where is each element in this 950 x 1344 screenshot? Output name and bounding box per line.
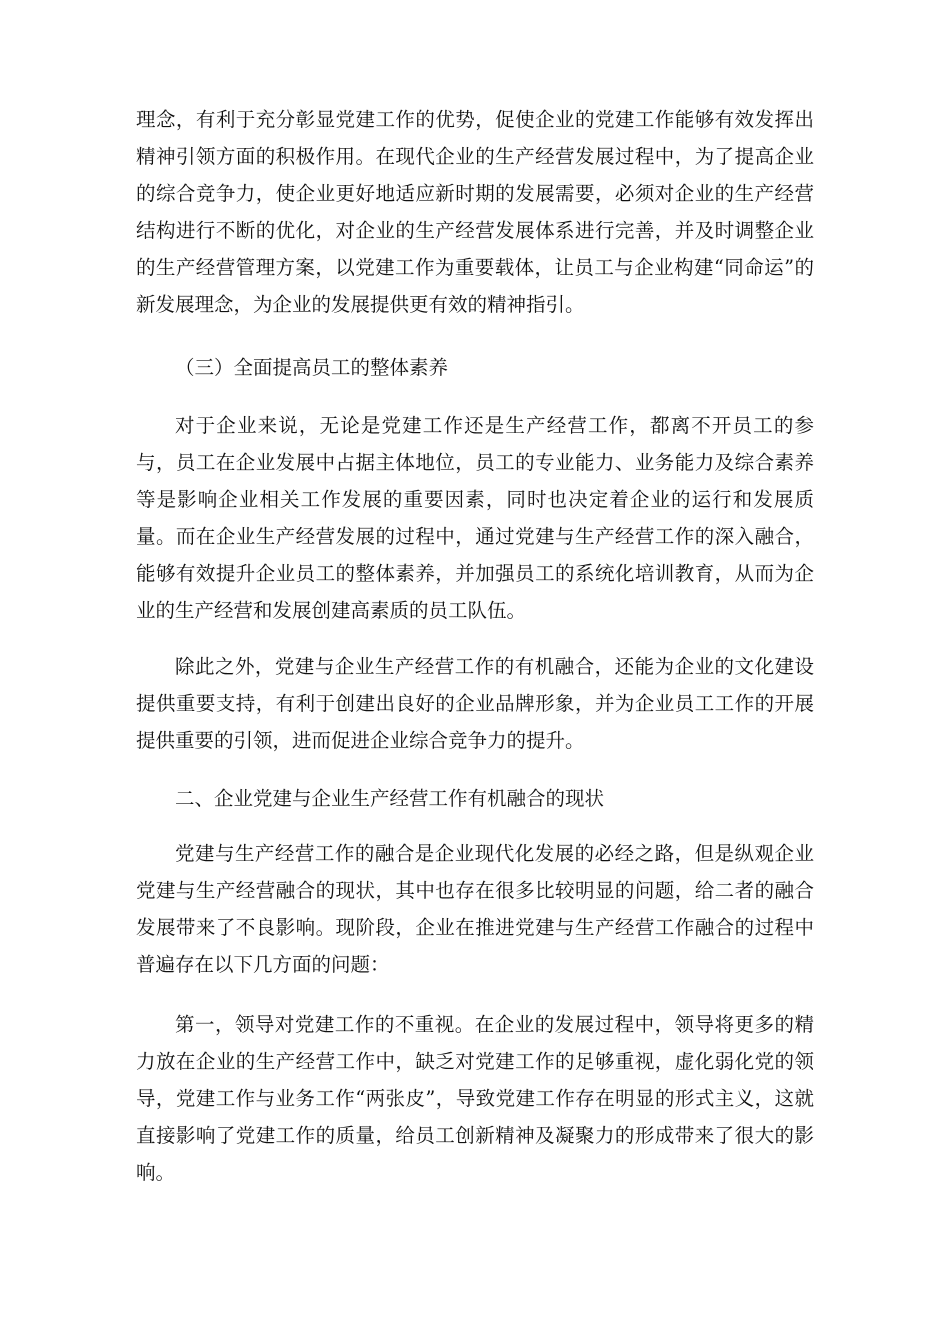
paragraph-first-issue: 第一，领导对党建工作的不重视。在企业的发展过程中，领导将更多的精力放在企业的生产经营工作中，缺乏对党建工作的足够重视，虚化弱化党的领导，党建工作与业务工作“两张皮”，导致党建工作存在明显的形式主义，这就直接影响了党建工作的质量，给员工创新精神及凝聚力的形成带来了很大的影响。 (136, 1013, 814, 1184)
paragraph-continued: 理念，有利于充分彰显党建工作的优势，促使企业的党建工作能够有效发挥出精神引领方面的积极作用。在现代企业的生产经营发展过程中，为了提高企业的综合竞争力，使企业更好地适应新时期的发展需要，必须对企业的生产经营结构进行不断的优化，对企业的生产经营发展体系进行完善，并及时调整企业的生产经营管理方案，以党建工作为重要载体，让员工与企业构建“同命运”的新发展理念，为企业的发展提供更有效的精神指引。 (136, 108, 814, 316)
section-heading-2: 二、企业党建与企业生产经营工作有机融合的现状 (175, 787, 605, 810)
paragraph-staff-quality: 对于企业来说，无论是党建工作还是生产经营工作，都离不开员工的参与，员工在企业发展中占据主体地位，员工的专业能力、业务能力及综合素养等是影响企业相关工作发展的重要因素，同时也决定着企业的运行和发展质量。而在企业生产经营发展的过程中，通过党建与生产经营工作的深入融合，能够有效提升企业员工的整体素养，并加强员工的系统化培训教育，从而为企业的生产经营和发展创建高素质的员工队伍。 (136, 414, 814, 622)
section-heading-3: （三）全面提高员工的整体素养 (175, 356, 449, 379)
paragraph-additional: 除此之外，党建与企业生产经营工作的有机融合，还能为企业的文化建设提供重要支持，有利于创建出良好的企业品牌形象，并为企业员工工作的开展提供重要的引领，进而促进企业综合竞争力的提升。 (136, 655, 814, 752)
paragraph-status: 党建与生产经营工作的融合是企业现代化发展的必经之路，但是纵观企业党建与生产经营融合的现状，其中也存在很多比较明显的问题，给二者的融合发展带来了不良影响。现阶段，企业在推进党建与生产经营工作融合的过程中普遍存在以下几方面的问题： (136, 842, 814, 976)
